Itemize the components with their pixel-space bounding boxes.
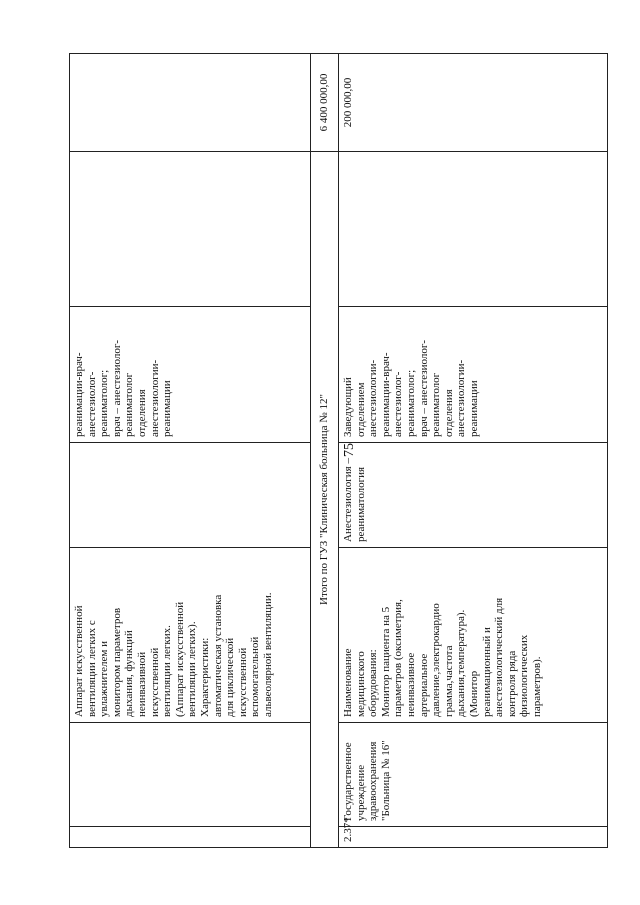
equipment-cell: Наименование медицинского оборудования: Монитор пациента на 5 параметров (оксиметрия, неинвазивное артериальное давление,электрокардио грамма,частота дыхания,температура). (Монитор реанимационный и анестезиологический для контроля ряда физиологических параметров).	[339, 548, 608, 723]
equipment-cell: Аппарат искусственной вентиляции легких с увлажнителем и монитором параметров дыхания, функций неинвазивной искусственной вентиляции легких. (Аппарат искусственной вентиляции легких). Характеристики: автоматическая установка для циклической искусственной вспомогательной альвеолярной вентиляции.	[70, 548, 311, 723]
equipment-table	[69, 53, 608, 848]
amount-cell: 200 000,00	[339, 54, 608, 152]
equipment-table-frame	[69, 54, 608, 848]
total-label: Итого по ГУЗ "Клиническая больница № 12"	[311, 152, 339, 848]
institution-cell	[70, 723, 311, 827]
positions-cell: реанимации-врач- анестезиолог- реаниматолог; врач – анестезиолог- реаниматолог отделения анестезиологии- реанимации	[70, 307, 311, 443]
positions-cell: Заведующий отделением анестезиологии- реанимации-врач- анестезиолог- реаниматолог; врач – анестезиолог- реаниматолог отделения анестезиологии- реанимации	[339, 307, 608, 443]
amount-cell	[70, 54, 311, 152]
row-number-cell	[70, 827, 311, 848]
table-row	[70, 54, 311, 848]
empty-cell	[70, 152, 311, 307]
institution-cell: Государственное учреждение здравоохранения "Больница № 16"	[339, 723, 608, 827]
specialty-cell: Анестезиология – реаниматология	[339, 443, 608, 548]
row-number-cell: 2.37*	[339, 827, 608, 848]
total-amount: 6 400 000,00	[311, 54, 339, 152]
specialty-cell	[70, 443, 311, 548]
total-row	[311, 54, 339, 848]
page-number: 75	[342, 443, 357, 457]
table-row	[339, 54, 608, 848]
empty-cell	[339, 152, 608, 307]
